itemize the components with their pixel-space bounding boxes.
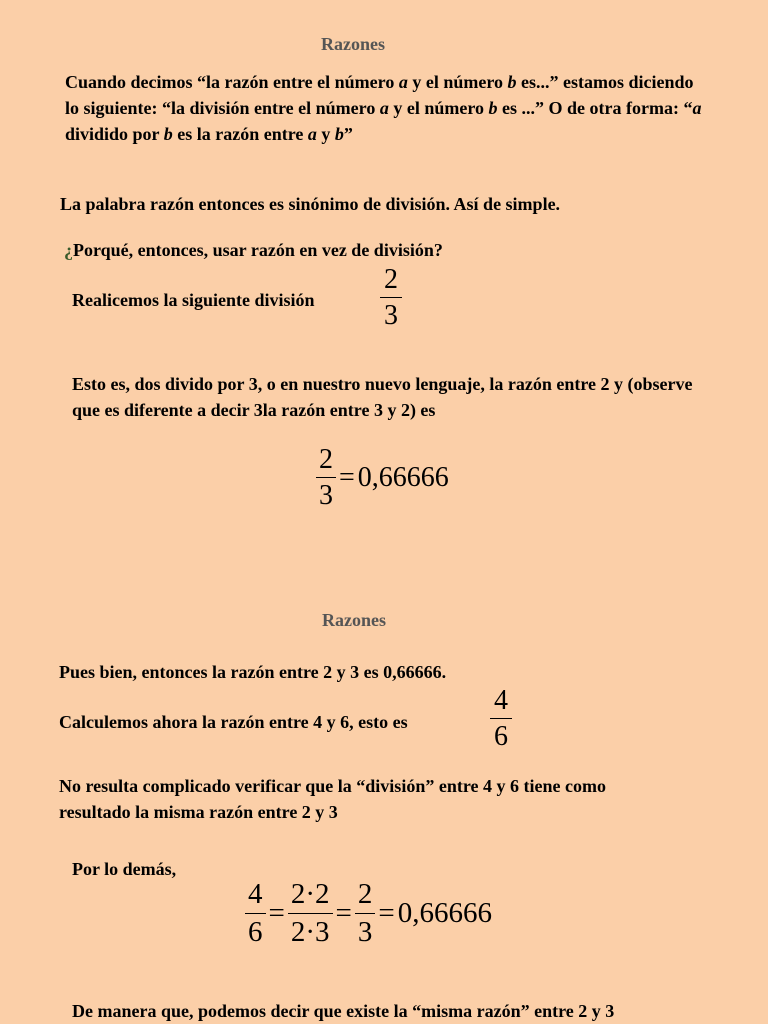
- fraction-denominator: 3: [319, 480, 333, 511]
- conclusion-paragraph: De manera que, podemos decir que existe la “misma razón” entre 2 y 3: [72, 1001, 615, 1021]
- slide1-title: Razones: [321, 34, 385, 54]
- equation-chain: [245, 880, 492, 947]
- equals-sign: =: [335, 897, 352, 929]
- slide2-title: Razones: [322, 610, 386, 630]
- equation-fraction-2-3: [355, 880, 376, 947]
- fraction-numerator: 2: [319, 444, 333, 475]
- equation-fraction-product: [288, 880, 333, 947]
- fraction-2-3: [380, 266, 402, 330]
- equals-sign: =: [268, 897, 285, 929]
- fraction-numerator: 2: [384, 264, 398, 295]
- synonym-paragraph: La palabra razón entonces es sinónimo de división. Así de simple.: [60, 194, 561, 214]
- calc-intro: Calculemos ahora la razón entre 4 y 6, esto es: [59, 712, 408, 732]
- fraction-numerator: 2: [357, 878, 373, 910]
- fraction-denominator: 6: [494, 721, 508, 752]
- equation-fraction-4-6: [245, 880, 266, 947]
- equation-result: 0,66666: [357, 462, 449, 493]
- fraction-numerator: 4: [248, 878, 263, 910]
- equals-sign: =: [339, 462, 355, 493]
- fraction-denominator: 6: [248, 916, 263, 948]
- fraction-numerator: 4: [494, 685, 508, 716]
- fraction-denominator: 3: [384, 300, 398, 331]
- equation-2-3: [316, 446, 449, 510]
- division-intro: Realicemos la siguiente división: [72, 290, 315, 310]
- equation-fraction: [316, 446, 336, 510]
- equation-result: 0,66666: [397, 897, 492, 929]
- result-paragraph: Pues bien, entonces la razón entre 2 y 3 es 0,66666.: [59, 662, 447, 682]
- fraction-4-6: [490, 687, 512, 751]
- moreover-label: Por lo demás,: [72, 859, 177, 879]
- fraction-numerator: 2·2: [290, 878, 330, 910]
- fraction-denominator: 3: [357, 916, 373, 948]
- question-mark: ¿: [64, 240, 73, 260]
- question-paragraph: ¿Porqué, entonces, usar razón en vez de división?: [64, 240, 443, 260]
- fraction-denominator: 2·3: [290, 916, 330, 948]
- explanation-paragraph: Esto es, dos divido por 3, o en nuestro nuevo lenguaje, la razón entre 2 y (observe que es diferente a decir 3la razón entre 3 y 2) es: [72, 374, 693, 420]
- definition-paragraph: Cuando decimos “la razón entre el número a y el número b es...” estamos diciendo lo siguiente: “la división entre el número a y el número b es ...” O de otra forma: “a dividido por b es la razón entre a y b”: [65, 72, 702, 144]
- equals-sign: =: [378, 897, 395, 929]
- verify-paragraph: No resulta complicado verificar que la “división” entre 4 y 6 tiene como resultado la misma razón entre 2 y 3: [59, 776, 606, 822]
